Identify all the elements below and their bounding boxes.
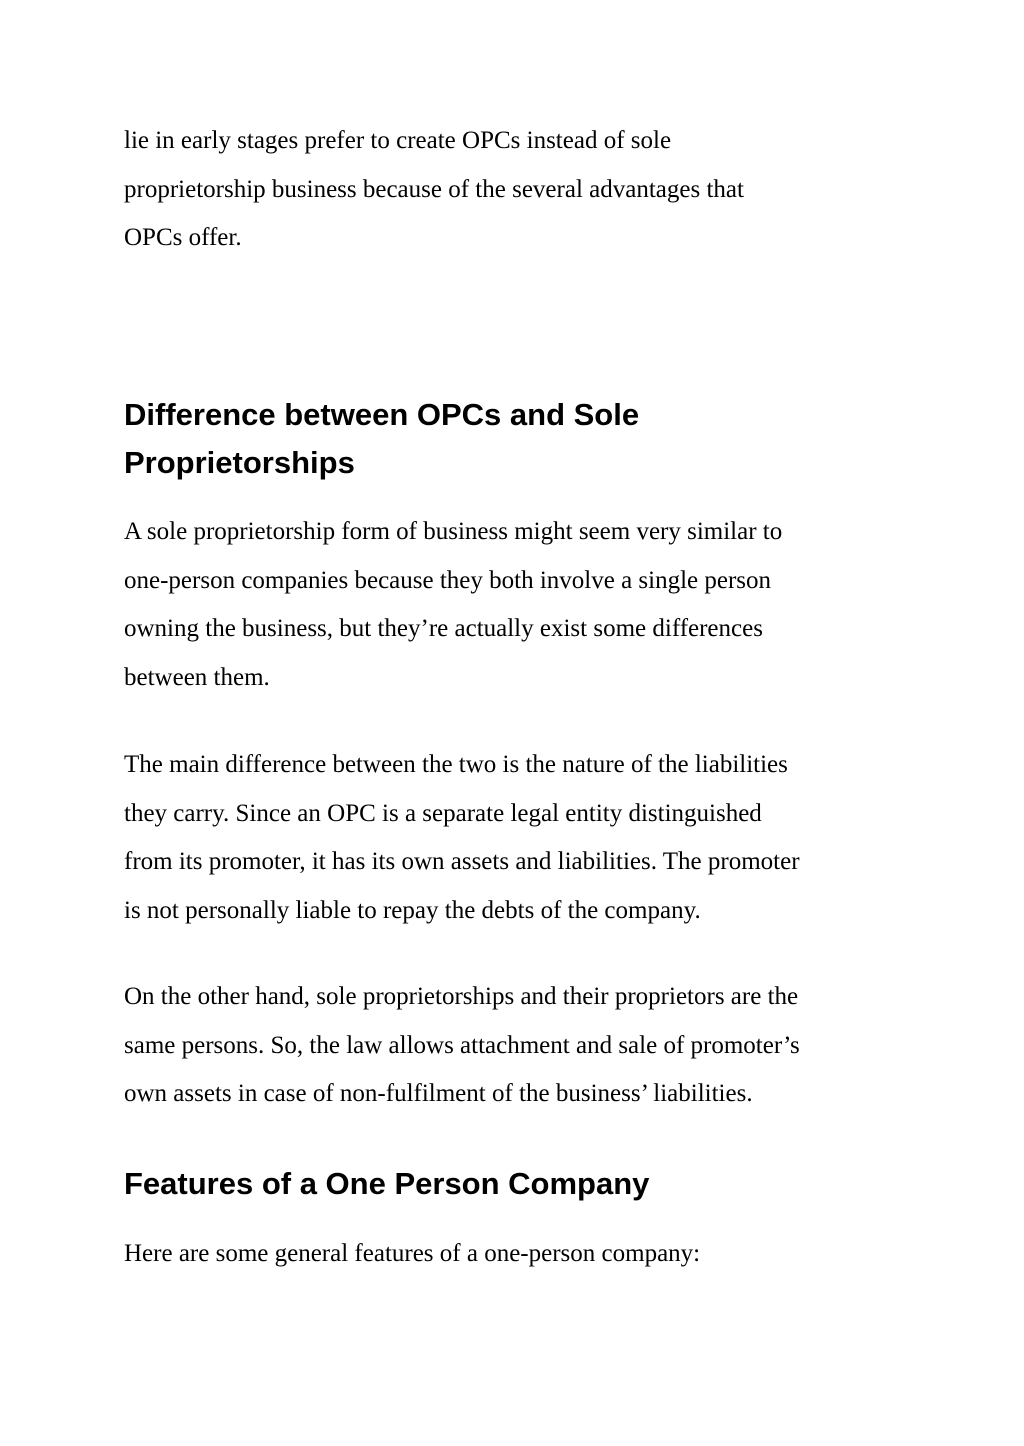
text-line: lie in early stages prefer to create OPCs instead of sole — [124, 127, 672, 154]
text-line: from its promoter, it has its own assets and liabilities. The promoter — [124, 848, 800, 875]
text-line: between them. — [124, 663, 270, 691]
features-paragraph-1 — [124, 1230, 904, 1279]
difference-paragraph-2 — [124, 741, 904, 935]
difference-paragraph-1 — [124, 508, 904, 702]
text-line: The main difference between the two is the nature of the liabilities — [124, 751, 788, 778]
text-line: one-person companies because they both involve a single person — [124, 566, 772, 594]
section-heading-features — [124, 1160, 904, 1208]
text-line: same persons. So, the law allows attachment and sale of promoter’s — [124, 1031, 800, 1059]
text-line: proprietorship business because of the several advantages that — [124, 175, 744, 203]
difference-paragraph-3 — [124, 973, 904, 1119]
section-heading-difference — [124, 391, 904, 487]
heading-line: Difference between OPCs and Sole — [124, 397, 640, 432]
heading-line: Proprietorships — [124, 445, 355, 480]
text-line: owning the business, but they’re actually exist some differences — [124, 615, 763, 642]
heading-line: Features of a One Person Company — [124, 1166, 650, 1201]
text-line: A sole proprietorship form of business might seem very similar to — [124, 518, 783, 545]
text-line: Here are some general features of a one-person company: — [124, 1240, 701, 1267]
text-line: On the other hand, sole proprietorships and their proprietors are the — [124, 983, 799, 1010]
text-line: they carry. Since an OPC is a separate legal entity distinguished — [124, 799, 762, 827]
intro-paragraph — [124, 117, 904, 263]
text-line: own assets in case of non-fulfilment of the business’ liabilities. — [124, 1080, 753, 1107]
text-line: is not personally liable to repay the debts of the company. — [124, 896, 701, 924]
text-line: OPCs offer. — [124, 224, 242, 251]
